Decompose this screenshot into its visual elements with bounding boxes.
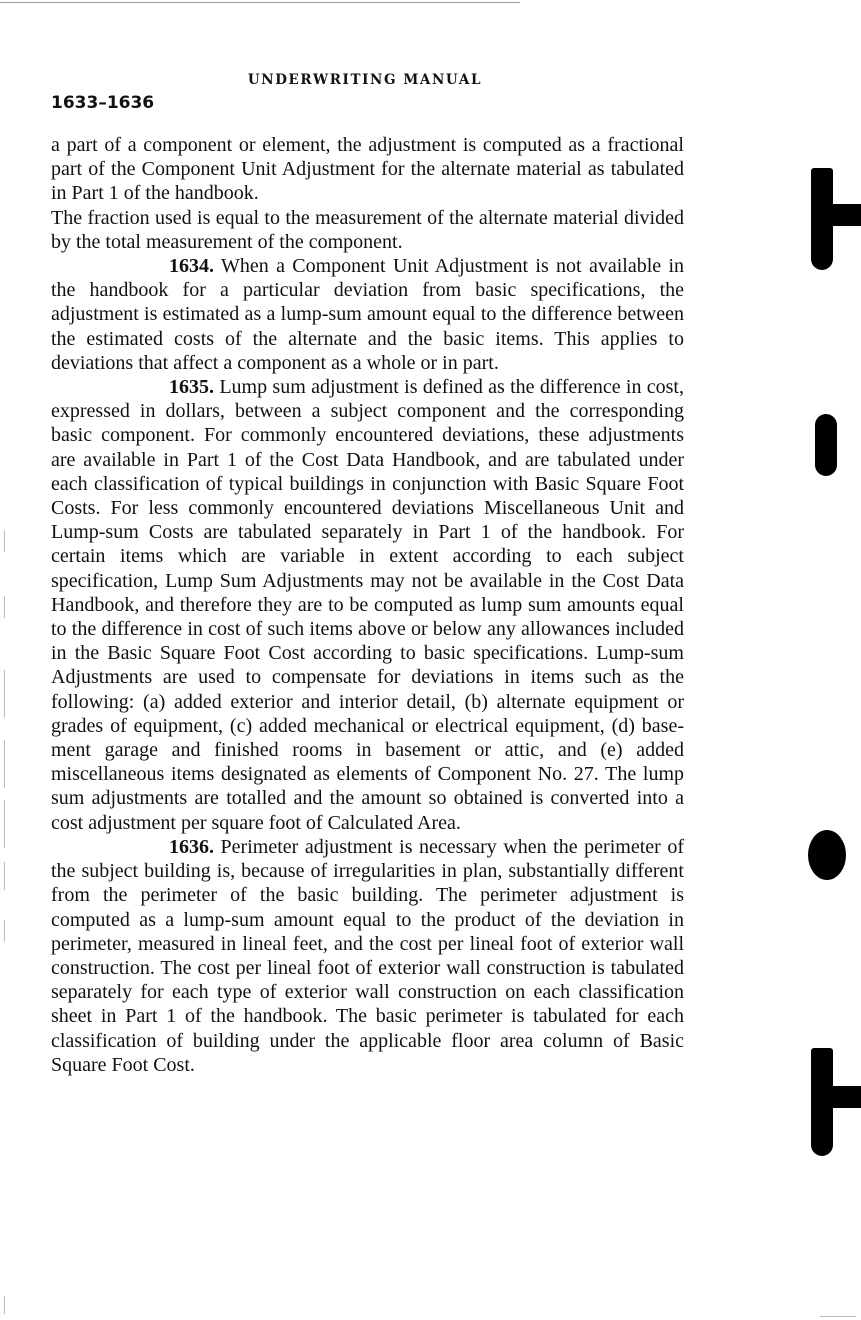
paragraph-text: Perimeter adjustment is necessary when the perimeter of the subject building is, because of irregularities in plan, substantially different from the perimeter of the basic building. The perimeter adjustment is computed as a lump-sum amount equal to the product of the deviation in perimeter, measured in lineal feet, and the cost per lineal foot of exterior wall construction. The cost per lineal foot of exterior wall construction is tabulated separately for each type of exterior wall construction on each classification sheet in Part 1 of the handbook. The basic perimeter is tabulated for each classification of building under the applicable floor area column of Basic Square Foot Cost. <box>51 835 684 1076</box>
scan-artifact-bottom-right <box>820 1316 856 1317</box>
binder-clip-bottom-bar <box>811 1048 833 1156</box>
paragraph-1636 <box>51 835 684 1077</box>
section-range-label: 1633–1636 <box>51 93 155 113</box>
scan-artifact-left <box>4 862 5 890</box>
body-text <box>51 133 684 1077</box>
scan-artifact-left <box>4 800 5 848</box>
scan-artifact-left <box>4 740 5 788</box>
scan-artifact-left <box>4 920 5 942</box>
binder-clip-bottom-tab <box>831 1086 861 1108</box>
paragraph-number: 1635. <box>169 376 214 399</box>
paragraph-1634 <box>51 254 684 375</box>
scan-top-rule <box>0 2 520 3</box>
paragraph-text: Lump sum adjustment is defined as the difference in cost, expressed in dollars, between a subject component and the corresponding basic component. For commonly encountered deviations, these adjustments are available in Part 1 of the Cost Data Handbook, and are tabulated under each classification of typical buildings in conjunction with Basic Square Foot Costs. For less commonly encountered deviations Miscellaneous Unit and Lump-sum Costs are tabulated separately in Part 1 of the handbook. For certain items which are variable in extent according to each subject specification, Lump Sum Adjustments may not be available in the Cost Data Handbook, and therefore they are to be computed as lump sum amounts equal to the difference in cost of such items above or below any allowances included in the Basic Square Foot Cost according to basic specifications. Lump-sum Adjustments are used to compensate for deviations in items such as the following: (a) added exterior and interior detail, (b) alternate equipment or grades of equipment, (c) added mechanical or electrical equipment, (d) basement garage and finished rooms in basement or attic, and (e) added miscellaneous items designated as elements of Component No. 27. The lump sum adjustments are totalled and the amount so obtained is converted into a cost adjustment per square foot of Calculated Area. <box>51 376 684 834</box>
paragraph-fraction <box>51 206 684 254</box>
scan-artifact-left <box>4 530 5 552</box>
paragraph-number: 1634. <box>169 255 214 278</box>
paragraph-text: When a Component Unit Adjustment is not available in the handbook for a particular deviation from basic specifications, the adjustment is estimated as a lump-sum amount equal to the difference between the estimated costs of the alternate and the basic items. This applies to deviations that affect a component as a whole or in part. <box>51 255 685 374</box>
page-header-title: UNDERWRITING MANUAL <box>247 72 483 88</box>
binder-hole-lower <box>808 830 846 880</box>
paragraph-number: 1636. <box>169 835 214 858</box>
binder-clip-top-tab <box>831 204 861 226</box>
scan-artifact-left <box>4 1296 5 1314</box>
binder-hole-middle <box>815 414 837 476</box>
paragraph-text: a part of a component or element, the adjustment is computed as a fractional part of the Component Unit Adjustment for the alternate material as tabulated in Part 1 of the handbook. <box>51 134 684 205</box>
paragraph-text: The fraction used is equal to the measurement of the alternate material divided by the total measurement of the component. <box>51 206 684 253</box>
paragraph-1635 <box>51 375 684 835</box>
paragraph-continuation <box>51 133 684 206</box>
binder-clip-top-bar <box>811 168 833 270</box>
scan-artifact-left <box>4 596 5 618</box>
scan-artifact-left <box>4 670 5 718</box>
